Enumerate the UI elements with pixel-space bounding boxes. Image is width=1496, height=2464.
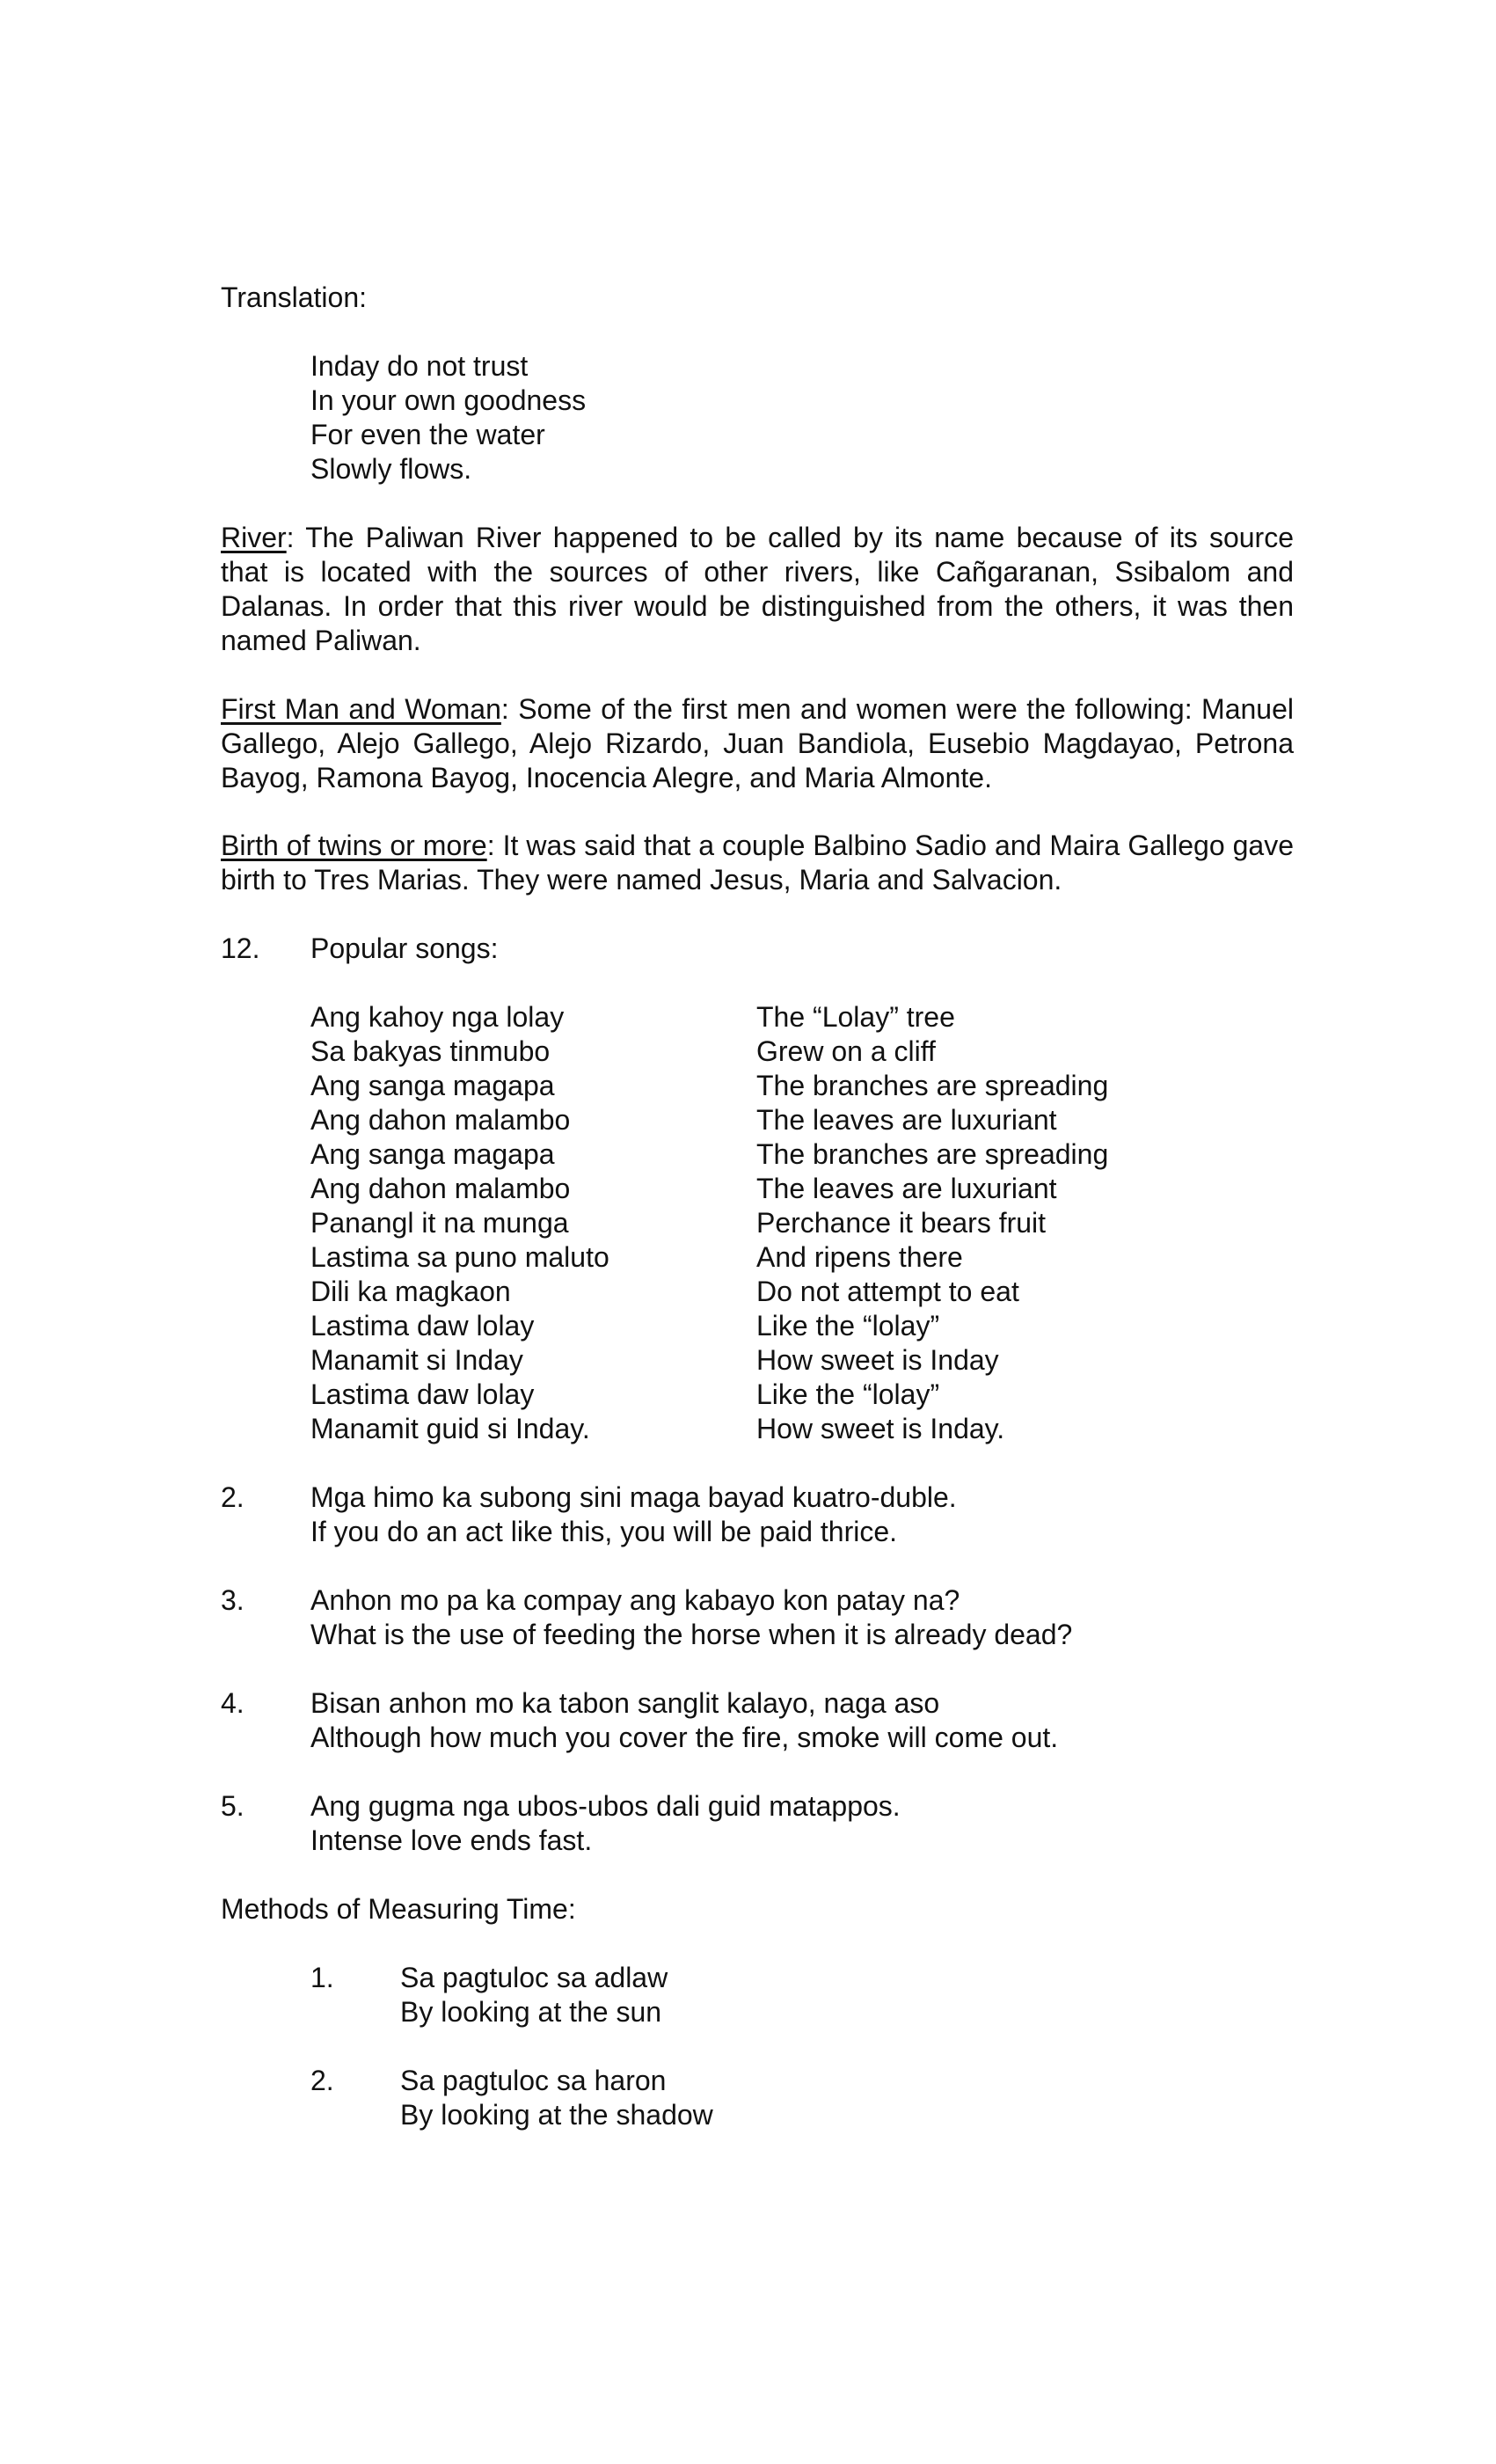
song-line: The leaves are luxuriant [756,1104,1057,1136]
method-number: 1. [310,1962,334,1993]
translation-verse [310,349,586,486]
river-text: : The Paliwan River happened to be called by its name because of its source that is located with the sources of other rivers, like Cañgaranan, Ssibalom and Dalanas. In order that this river would be distinguished from the others, it was then named Paliwan. [221,522,1294,656]
proverb-translation: Intense love ends fast. [310,1824,593,1856]
song-line: Lastima daw lolay [310,1310,535,1342]
song-line: Manamit guid si Inday. [310,1413,590,1444]
method-translation: By looking at the shadow [400,2099,713,2131]
first-man-woman-paragraph [221,692,1294,795]
song-line: Like the “lolay” [756,1378,940,1410]
proverb-translation: If you do an act like this, you will be paid thrice. [310,1516,898,1547]
twins-text: : It was said that a couple Balbino Sadio and Maira Gallego gave birth to Tres Marias. They were named Jesus, Maria and Salvacion. [221,830,1294,896]
song-line: The “Lolay” tree [756,1001,955,1033]
proverb-original: Bisan anhon mo ka tabon sanglit kalayo, naga aso [310,1687,940,1719]
method-number: 2. [310,2065,334,2096]
song-line: Ang kahoy nga lolay [310,1001,565,1033]
method-item [400,2064,713,2132]
river-label: River [221,522,287,553]
song-line: Ang dahon malambo [310,1104,571,1136]
river-paragraph [221,521,1294,658]
song-translation-column [756,1000,1108,1446]
method-original: Sa pagtuloc sa haron [400,2065,667,2096]
proverb-number: 2. [221,1481,244,1513]
songs-number: 12. [221,932,260,964]
verse-line: Slowly flows. [310,453,472,485]
songs-heading: Popular songs: [310,932,499,964]
document-page [221,0,1294,2464]
verse-line: For even the water [310,419,545,450]
song-line: Dili ka magkaon [310,1276,511,1307]
proverb-number: 4. [221,1687,244,1719]
proverb-original: Ang gugma nga ubos-ubos dali guid matappos. [310,1790,901,1822]
methods-heading: Methods of Measuring Time: [221,1893,576,1925]
verse-line: Inday do not trust [310,350,529,382]
song-line: Lastima sa puno maluto [310,1241,609,1273]
song-line: Manamit si Inday [310,1344,523,1376]
song-line: The leaves are luxuriant [756,1173,1057,1204]
song-line: The branches are spreading [756,1070,1109,1101]
proverb-item [310,1789,901,1858]
proverb-translation: What is the use of feeding the horse when it is already dead? [310,1619,1073,1650]
song-line: The branches are spreading [756,1138,1109,1170]
song-line: Perchance it bears fruit [756,1207,1047,1239]
proverb-number: 5. [221,1790,244,1822]
song-line: Sa bakyas tinmubo [310,1035,551,1067]
method-translation: By looking at the sun [400,1996,662,2028]
verse-line: In your own goodness [310,384,587,416]
song-line: Ang dahon malambo [310,1173,571,1204]
song-line: Panangl it na munga [310,1207,569,1239]
song-line: And ripens there [756,1241,963,1273]
song-line: Ang sanga magapa [310,1070,555,1101]
proverb-item [310,1583,1072,1652]
song-original-column [310,1000,609,1446]
twins-paragraph [221,829,1294,897]
twins-label: Birth of twins or more [221,830,487,861]
proverb-translation: Although how much you cover the fire, smoke will come out. [310,1722,1059,1753]
proverb-original: Anhon mo pa ka compay ang kabayo kon patay na? [310,1584,960,1616]
proverb-item [310,1686,1058,1755]
song-line: How sweet is Inday [756,1344,999,1376]
song-line: Like the “lolay” [756,1310,940,1342]
song-line: Grew on a cliff [756,1035,936,1067]
first-man-woman-label: First Man and Woman [221,693,501,725]
translation-heading: Translation: [221,281,367,313]
proverb-item [310,1481,957,1549]
method-item [400,1961,668,2029]
song-line: Ang sanga magapa [310,1138,555,1170]
proverb-original: Mga himo ka subong sini maga bayad kuatro-duble. [310,1481,957,1513]
proverb-number: 3. [221,1584,244,1616]
first-man-woman-text: : Some of the first men and women were the following: Manuel Gallego, Alejo Gallego, Alejo Rizardo, Juan Bandiola, Eusebio Magdayao, Petrona Bayog, Ramona Bayog, Inocencia Alegre, and Maria Almonte. [221,693,1295,793]
method-original: Sa pagtuloc sa adlaw [400,1962,668,1993]
song-line: Do not attempt to eat [756,1276,1019,1307]
song-line: Lastima daw lolay [310,1378,535,1410]
song-line: How sweet is Inday. [756,1413,1005,1444]
